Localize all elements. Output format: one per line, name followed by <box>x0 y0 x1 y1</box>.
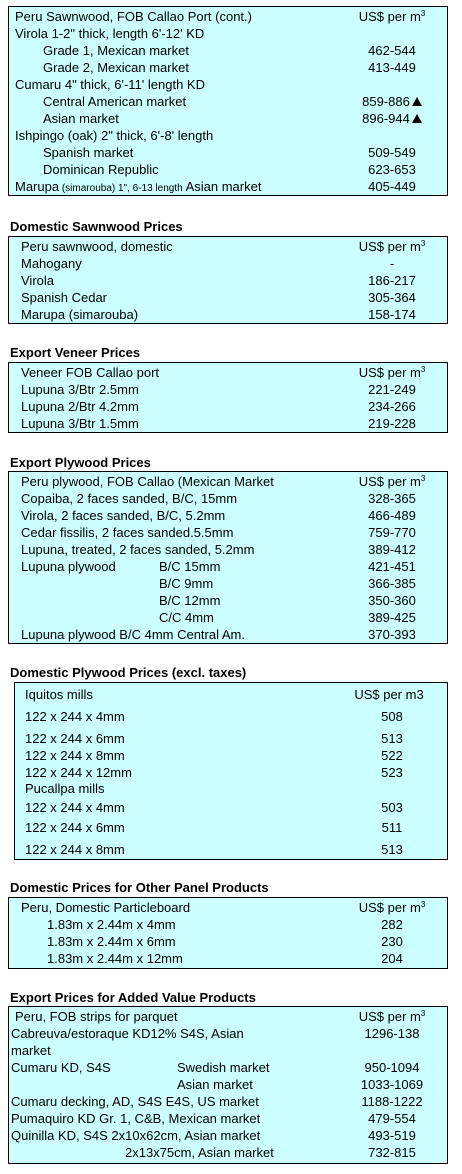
row-label: 1.83m x 2.44m x 4mm <box>47 917 176 932</box>
table-row <box>9 575 447 592</box>
row-value: 523 <box>381 765 403 780</box>
row-value: 221-249 <box>368 382 416 397</box>
row-label: Cumaru decking, AD, S4S E4S, US market <box>11 1094 259 1109</box>
row-label: Lupuna 2/Btr 4.2mm <box>21 399 139 414</box>
row-label: Cedar fissilis, 2 faces sanded.5.5mm <box>21 525 234 540</box>
row-label: Lupuna plywood B/C 4mm Central Am. <box>21 627 245 642</box>
section-heading: Domestic Prices for Other Panel Products <box>10 880 269 895</box>
row-value: 1033-1069 <box>360 1077 424 1092</box>
row-sublabel: B/C 12mm <box>159 593 221 608</box>
row-label: Asian market <box>43 111 119 126</box>
table-row <box>15 799 447 816</box>
table-row <box>9 161 447 178</box>
row-value: 230 <box>381 934 403 949</box>
table-row <box>9 381 447 398</box>
row-label: Marupa (simarouba) 1", 6-13 length Asian market <box>15 179 262 194</box>
export-veneer-table <box>8 362 448 433</box>
table-header-row <box>9 473 447 490</box>
section-heading: Domestic Plywood Prices (excl. taxes) <box>10 665 247 680</box>
row-label: Grade 2, Mexican market <box>43 60 189 75</box>
row-value: 950-1094 <box>364 1060 420 1075</box>
table-row <box>9 1127 447 1144</box>
row-value: 896-944 <box>337 110 447 127</box>
row-value: 186-217 <box>368 273 416 288</box>
row-value: 413-449 <box>368 60 416 75</box>
row-value: 282 <box>381 917 403 932</box>
row-value: 513 <box>381 842 403 857</box>
row-value: 513 <box>381 731 403 746</box>
row-value: 366-385 <box>368 576 416 591</box>
table-row <box>9 110 447 127</box>
peru-sawnwood-cont-table <box>8 6 448 196</box>
unit-label: US$ per $m^3$ <box>358 239 426 254</box>
row-value: 370-393 <box>368 627 416 642</box>
table-title: Veneer FOB Callao port <box>21 365 160 380</box>
table-row <box>9 289 447 306</box>
row-value: 1188-1222 <box>361 1094 423 1109</box>
row-label: Copaiba, 2 faces sanded, B/C, 15mm <box>21 491 238 506</box>
row-label: Quinilla KD, S4S 2x10x62cm, Asian market <box>11 1128 261 1143</box>
table-header-row <box>9 899 447 916</box>
row-sublabel: B/C 15mm <box>159 559 221 574</box>
row-value: 511 <box>381 820 403 835</box>
row-sublabel: B/C 9mm <box>159 576 214 591</box>
row-label: Spanish Cedar <box>21 290 107 305</box>
row-label: Ishpingo (oak) 2" thick, 6'-8' length <box>15 128 214 143</box>
row-label: Pumaquiro KD Gr. 1, C&B, Mexican market <box>11 1111 261 1126</box>
table-row <box>9 950 447 967</box>
table-row <box>9 59 447 76</box>
table-row <box>9 592 447 609</box>
row-value: 389-412 <box>368 542 416 557</box>
table-row <box>15 841 447 858</box>
domestic-sawnwood-table <box>8 236 448 324</box>
table-row <box>9 306 447 323</box>
row-label: Pucallpa mills <box>25 781 105 796</box>
row-value: 204 <box>381 951 403 966</box>
table-row <box>15 764 447 781</box>
added-value-table <box>8 1006 448 1164</box>
row-value: 350-360 <box>368 593 416 608</box>
row-label: Grade 1, Mexican market <box>43 43 189 58</box>
table-header-row <box>15 686 447 703</box>
row-label: 122 x 244 x 12mm <box>25 765 132 780</box>
table-row <box>15 747 447 764</box>
section-heading: Export Plywood Prices <box>10 455 151 470</box>
unit-label: US$ per $m^3$ <box>358 474 426 489</box>
row-label: Dominican Republic <box>43 162 159 177</box>
table-row <box>9 42 447 59</box>
table-row <box>9 558 447 575</box>
section-heading: Domestic Sawnwood Prices <box>10 219 183 234</box>
row-label: 122 x 244 x 4mm <box>25 709 125 724</box>
row-label: Virola <box>21 273 55 288</box>
row-label: Lupuna 3/Btr 1.5mm <box>21 416 139 431</box>
table-row <box>15 819 447 836</box>
row-label: 122 x 244 x 6mm <box>25 820 125 835</box>
row-label: Cabreuva/estoraque KD12% S4S, Asian <box>11 1026 244 1041</box>
table-row <box>15 730 447 747</box>
table-row <box>9 541 447 558</box>
table-row <box>15 708 447 725</box>
table-row <box>9 144 447 161</box>
table-title: Peru, FOB strips for parquet <box>15 1009 178 1024</box>
table-header-row <box>9 8 447 25</box>
unit-label: US$ per $m^3$ <box>358 365 426 380</box>
row-label: Mahogany <box>21 256 82 271</box>
row-label: Virola 1-2" thick, length 6'-12' KD <box>15 26 205 41</box>
row-value: 462-544 <box>368 43 416 58</box>
table-title: Peru, Domestic Particleboard <box>21 900 191 915</box>
table-row <box>9 1059 447 1076</box>
table-row <box>9 1076 447 1093</box>
table-row <box>9 1144 447 1161</box>
table-row <box>9 93 447 110</box>
table-header-row <box>9 1008 447 1025</box>
row-label: Lupuna, treated, 2 faces sanded, 5.2mm <box>21 542 255 557</box>
table-title: Peru sawnwood, domestic <box>21 239 173 254</box>
table-row <box>9 25 447 42</box>
row-label: Virola, 2 faces sanded, B/C, 5.2mm <box>21 508 226 523</box>
table-header-row <box>9 238 447 255</box>
table-title: Peru Sawnwood, FOB Callao Port (cont.) <box>15 9 252 24</box>
row-label: 122 x 244 x 6mm <box>25 731 125 746</box>
row-sublabel: C/C 4mm <box>159 610 214 625</box>
row-label: Cumaru KD, S4S <box>11 1060 111 1075</box>
table-row <box>9 178 447 195</box>
table-row <box>9 127 447 144</box>
row-value: 466-489 <box>368 508 416 523</box>
table-row <box>9 1093 447 1110</box>
row-value: 219-228 <box>368 416 416 431</box>
row-label: Lupuna plywood <box>21 559 116 574</box>
row-label: Central American market <box>43 94 187 109</box>
table-row <box>9 490 447 507</box>
row-value: 623-653 <box>368 162 416 177</box>
unit-label: US$ per $m^3$ <box>358 9 426 24</box>
row-label: Spanish market <box>43 145 134 160</box>
up-arrow-icon <box>412 114 422 123</box>
export-plywood-table <box>8 471 448 644</box>
row-value: 759-770 <box>368 525 416 540</box>
row-value: 305-364 <box>368 290 416 305</box>
table-row <box>9 609 447 626</box>
row-label: 122 x 244 x 8mm <box>25 748 125 763</box>
section-heading: Export Veneer Prices <box>10 345 141 360</box>
other-panels-table <box>8 897 448 969</box>
row-value: 509-549 <box>368 145 416 160</box>
row-sublabel: Swedish market <box>177 1060 270 1075</box>
row-value: 1296-138 <box>364 1026 420 1041</box>
row-sublabel: Asian market <box>177 1077 253 1092</box>
row-value: - <box>389 256 395 271</box>
table-row <box>9 255 447 272</box>
table-row <box>9 1110 447 1127</box>
row-label: 122 x 244 x 8mm <box>25 842 125 857</box>
row-label: Lupuna 3/Btr 2.5mm <box>21 382 139 397</box>
table-row <box>9 916 447 933</box>
row-value: 234-266 <box>368 399 416 414</box>
table-row <box>9 76 447 93</box>
row-label: Marupa (simarouba) <box>21 307 139 322</box>
table-row <box>15 780 447 797</box>
unit-label: US$ per m3 <box>354 687 424 702</box>
unit-label: US$ per $m^3$ <box>358 900 426 915</box>
row-label: 122 x 244 x 4mm <box>25 800 125 815</box>
row-value: 479-554 <box>368 1111 416 1126</box>
table-header-row <box>9 364 447 381</box>
table-row <box>9 933 447 950</box>
row-value: 328-365 <box>368 491 416 506</box>
row-label: 1.83m x 2.44m x 12mm <box>47 951 183 966</box>
table-row <box>9 1042 447 1059</box>
table-row <box>9 524 447 541</box>
table-row <box>9 272 447 289</box>
table-title: Peru plywood, FOB Callao (Mexican Market <box>21 474 274 489</box>
row-value: 389-425 <box>368 610 416 625</box>
row-value: 522 <box>381 748 403 763</box>
domestic-plywood-table <box>14 682 448 860</box>
row-value: 405-449 <box>368 179 416 194</box>
row-value: 421-451 <box>368 559 416 574</box>
row-value: 508 <box>381 709 403 724</box>
up-arrow-icon <box>412 97 422 106</box>
table-row <box>9 398 447 415</box>
table-row <box>9 415 447 432</box>
row-label: 1.83m x 2.44m x 6mm <box>47 934 176 949</box>
row-sublabel: 2x13x75cm, Asian market <box>125 1145 274 1160</box>
table-title: Iquitos mills <box>25 687 93 702</box>
section-heading: Export Prices for Added Value Products <box>10 990 256 1005</box>
row-label: market <box>11 1043 51 1058</box>
row-value: 503 <box>381 800 403 815</box>
row-label: Cumaru 4" thick, 6'-11' length KD <box>15 77 205 92</box>
row-value: 732-815 <box>368 1145 416 1160</box>
row-value: 859-886 <box>337 93 447 110</box>
row-value: 158-174 <box>368 307 416 322</box>
table-row <box>9 1025 447 1042</box>
unit-label: US$ per $m^3$ <box>358 1009 426 1024</box>
table-row <box>9 626 447 643</box>
table-row <box>9 507 447 524</box>
row-value: 493-519 <box>368 1128 416 1143</box>
